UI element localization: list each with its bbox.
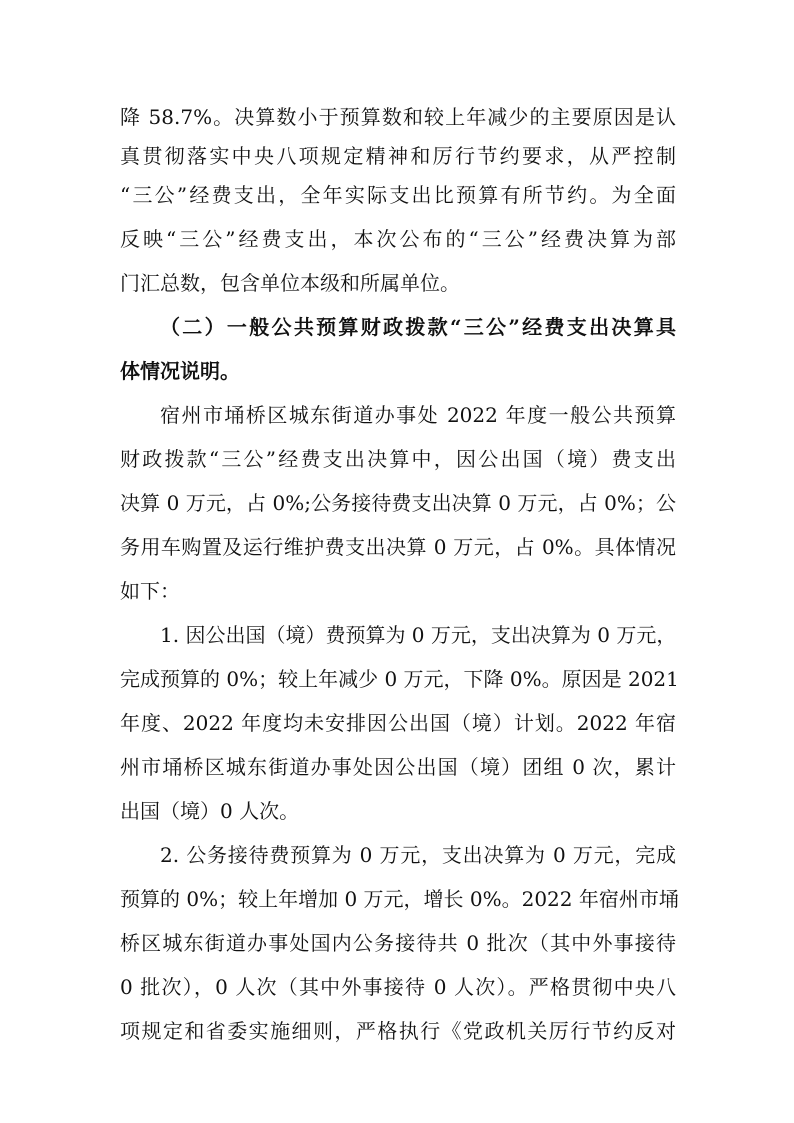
text-line: 务用车购置及运行维护费支出决算 0 万元，占 0%。具体情况 xyxy=(120,535,676,559)
section-heading: （二）一般公共预算财政拨款“三公”经费支出决算具 xyxy=(160,315,676,339)
text-line: 宿州市埇桥区城东街道办事处 2022 年度一般公共预算 xyxy=(160,403,676,427)
text-line: 预算的 0%；较上年增加 0 万元，增长 0%。2022 年宿州市埇 xyxy=(120,887,679,911)
text-line: 真贯彻落实中央八项规定精神和厉行节约要求，从严控制 xyxy=(120,144,676,168)
text-line: 如下： xyxy=(120,579,180,603)
text-line: 年度、2022 年度均未安排因公出国（境）计划。2022 年宿 xyxy=(120,711,676,735)
section-heading: 体情况说明。 xyxy=(120,359,240,383)
text-line: 州市埇桥区城东街道办事处因公出国（境）团组 0 次，累计 xyxy=(120,755,676,779)
text-line: 桥区城东街道办事处国内公务接待共 0 批次（其中外事接待 xyxy=(120,931,676,955)
text-line: 降 58.7%。决算数小于预算数和较上年减少的主要原因是认 xyxy=(120,105,676,129)
text-line: 财政拨款“三公”经费支出决算中，因公出国（境）费支出 xyxy=(120,447,676,471)
text-line: “三公”经费支出，全年实际支出比预算有所节约。为全面 xyxy=(120,183,676,207)
text-line: 出国（境）0 人次。 xyxy=(120,799,300,823)
text-line: 门汇总数，包含单位本级和所属单位。 xyxy=(120,271,460,295)
text-line: 完成预算的 0%；较上年减少 0 万元，下降 0%。原因是 2021 xyxy=(120,667,679,691)
text-line: 项规定和省委实施细则，严格执行《党政机关厉行节约反对 xyxy=(120,1019,676,1043)
text-line: 决算 0 万元，占 0%;公务接待费支出决算 0 万元，占 0%；公 xyxy=(120,491,676,515)
text-line: 反映“三公”经费支出，本次公布的“三公”经费决算为部 xyxy=(120,227,676,251)
text-line: 0 批次），0 人次（其中外事接待 0 人次）。严格贯彻中央八 xyxy=(120,975,676,999)
text-line: 2. 公务接待费预算为 0 万元，支出决算为 0 万元，完成 xyxy=(160,843,676,867)
text-line: 1. 因公出国（境）费预算为 0 万元，支出决算为 0 万元， xyxy=(160,623,677,647)
